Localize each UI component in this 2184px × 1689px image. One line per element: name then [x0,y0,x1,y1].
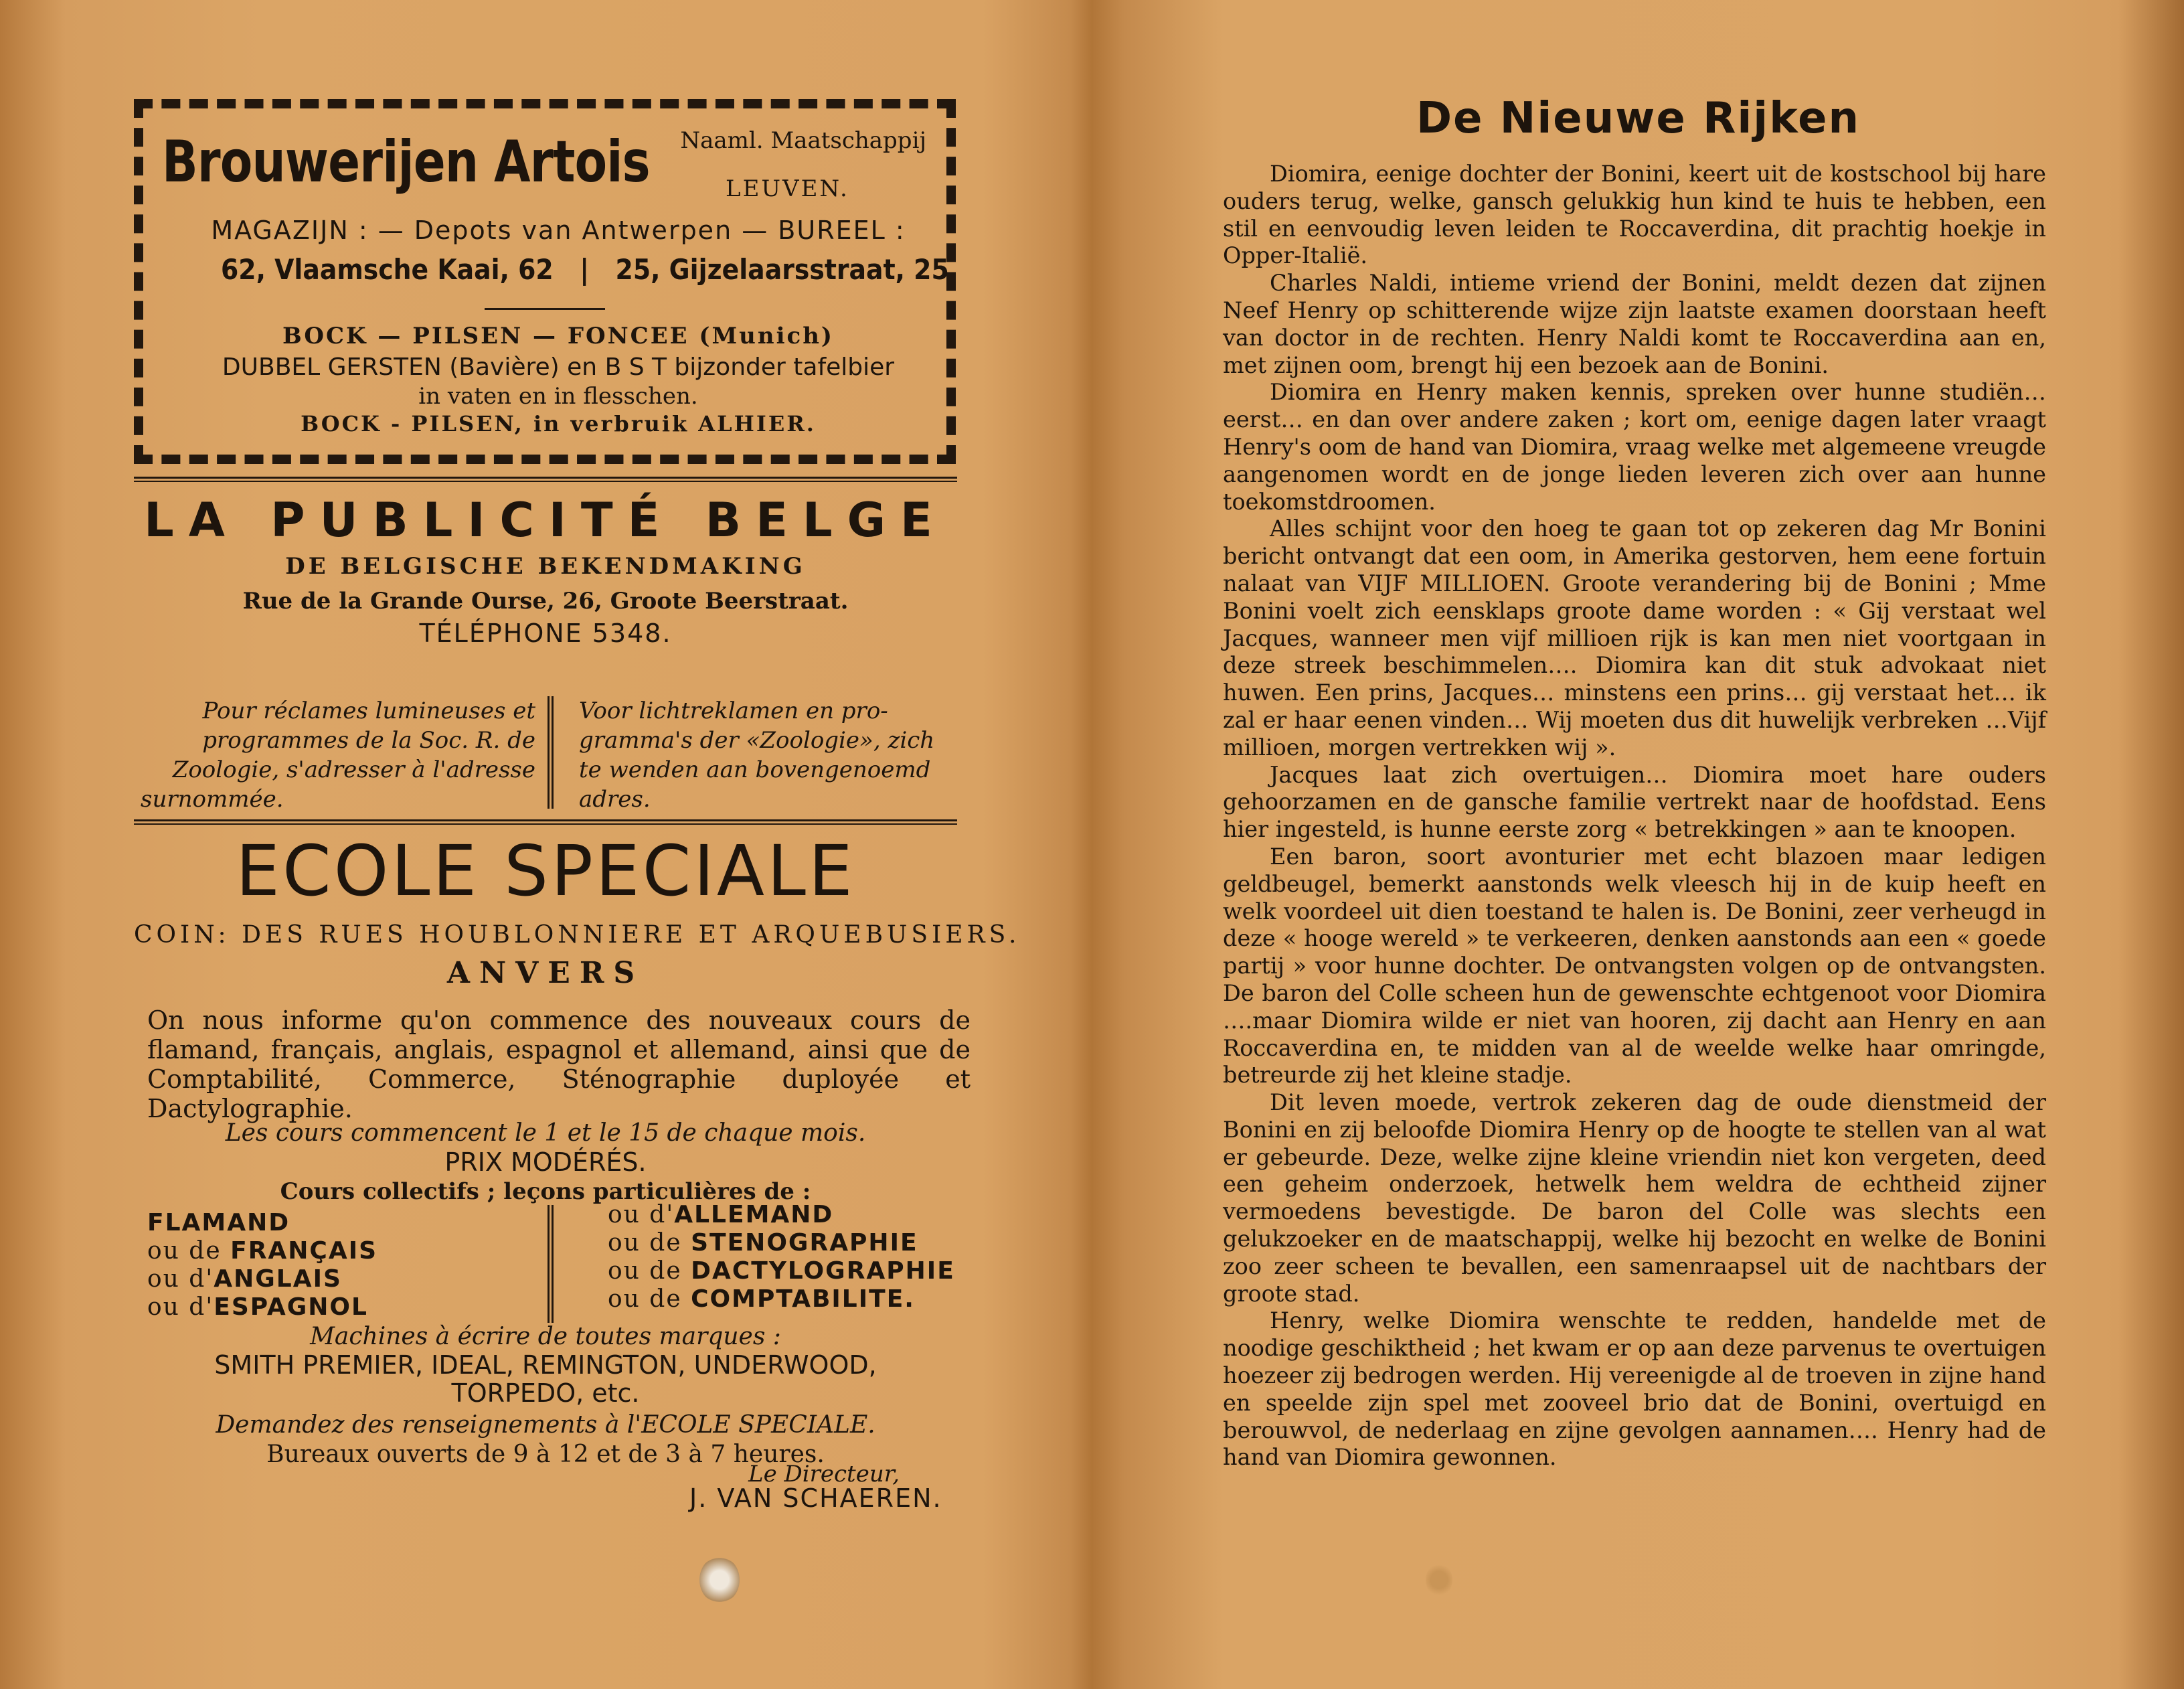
story-paragraph: Alles schijnt voor den hoeg te gaan tot op zekeren dag Mr Bonini bericht ontvangt dat een oom, in Amerika gestorven, hem eene fortuin nalaat van VIJF MILLIOEN. Groote verandering bij de Bonini ; Mme Bonini voelt zich eensklaps groote dame worden : « Gij verstaat wel Jacques, wanneer men vijf millioen rijk is kan men niet voortgaan in deze streek beschimmelen…. Diomira kan dit stuk advokaat niet huwen. Een prins, Jacques… minstens een prins… gij verstaat het… ik zal er haar eenen vinden… Wij moeten dus dit huwelijk verbreken …Vijf millioen, morgen vertrekken wij ». [1223,515,2046,760]
language-name: DACTYLOGRAPHIE [691,1257,955,1285]
language-prefix: ou de [147,1237,231,1265]
language-item [608,1285,955,1313]
language-name: ALLEMAND [674,1201,834,1228]
publicite-nl-line: gramma's der «Zoologie», zich [579,727,935,754]
story-paragraph: Jacques laat zich overtuigen… Diomira moet hare ouders gehoorzamen en de gansche familie vertrekt naar de hoofdstad. Eens hier ingesteld, is hunne eerste zorg « betrekkingen » aan te knoopen. [1223,761,2046,843]
language-item [608,1229,955,1257]
ecole-machines: Machines à écrire de toutes marques : [310,1323,781,1350]
artois-dubbel: DUBBEL GERSTEN (Bavière) en B S T bijzonder tafelbier [222,353,895,381]
publicite-french-column [141,696,535,814]
divider-rule-2 [134,819,957,825]
story-paragraph: Diomira en Henry maken kennis, spreken over hunne studiën… eerst… en dan over andere zaken ; kort om, eenige dagen later vraagt Henry's oom de hand van Diomira, vraag welke met algemeene vreugde aangenomen wordt en de jonge lieden leveren zich over aan hunne toekomstdroomen. [1223,379,2046,515]
language-prefix: ou d' [608,1201,675,1228]
publicite-subtitle: DE BELGISCHE BEKENDMAKING [285,553,806,580]
publicite-telephone: TÉLÉPHONE 5348. [419,619,672,648]
publicite-nl-line: Voor lichtreklamen en pro- [579,698,888,724]
language-item [147,1209,377,1237]
story-text [1223,161,2046,1471]
publicite-fr-line: programmes de la Soc. R. de [202,727,535,754]
artois-vaten: in vaten en in flesschen. [418,383,698,410]
ecole-body: On nous informe qu'on commence des nouveaux cours de flamand, français, anglais, espagnol et allemand, ainsi que de Comptabilité, Commerce, Sténographie duployée et Dactylographie. [147,1006,971,1123]
ecole-office-hours: Bureaux ouverts de 9 à 12 et de 3 à 7 heures. [266,1441,825,1468]
artois-magazijn: MAGAZIJN : — Depots van Antwerpen — BUREEL : [211,216,906,245]
artois-addresses [221,253,949,286]
language-name: FLAMAND [147,1209,290,1236]
language-prefix: ou d' [147,1265,214,1293]
publicite-fr-line: surnommée. [141,786,284,813]
story-paragraph: Charles Naldi, intieme vriend der Bonini, meldt dezen dat zijnen Neef Henry op schitterende wijze zijn laatste examen doorstaan heeft van doctor in de rechten. Henry Naldi komt te Roccaverdina aan en, met zijnen oom, brengt hij een bezoek aan de Bonini. [1223,270,2046,378]
left-page [0,0,1091,1689]
publicite-nl-line: te wenden aan bovengenoemd [579,756,931,783]
language-item [147,1293,377,1321]
artois-beers: BOCK — PILSEN — FONCEE (Munich) [282,323,835,349]
artois-company-type: Naaml. Maatschappij [680,127,926,154]
ecole-collective-courses: Cours collectifs ; leçons particulières de : [280,1178,811,1205]
divider-rule-1 [134,477,957,482]
language-name: ANGLAIS [214,1265,342,1293]
story-paragraph: Diomira, eenige dochter der Bonini, keert uit de kostschool bij hare ouders terug, welke, gansch gelukkig hun kind te huis te hebben, een stil en eenvoudig leven leiden te Roccaverdina, dit prachtig hoekje in Opper-Italië. [1223,161,2046,269]
language-name: ESPAGNOL [214,1293,368,1321]
language-item [608,1201,955,1229]
language-name: COMPTABILITE. [691,1285,915,1313]
ecole-languages-left [147,1209,377,1321]
artois-divider [485,308,605,310]
publicite-nl-line: adres. [579,786,651,813]
language-prefix: ou de [608,1229,691,1257]
ecole-director-name: J. VAN SCHAEREN. [689,1483,942,1513]
language-item [608,1257,955,1285]
story-paragraph: Een baron, soort avonturier met echt blazoen maar ledigen geldbeugel, bemerkt aanstonds welk vleesch hij in de kuip heeft en welk voordeel uit dien toestand te halen is. De Bonini, zeer verheugd in deze « hooge wereld » te verkeeren, denken aanstonds aan een « goede partij » voor hunne dochter. De ontvangsten volgen op de ontvangsten. De baron del Colle scheen hun de gewenschte echtgenoot voor Diomira ….maar Diomira wilde er niet van hooren, zij dacht aan Henry en aan Roccaverdina en, te midden van al de weelde welke haar omringde, betreurde zij het kleine stadje. [1223,843,2046,1089]
ecole-information: Demandez des renseignements à l'ECOLE SPECIALE. [216,1411,875,1439]
publicite-fr-line: Pour réclames lumineuses et [202,698,535,724]
ecole-city: ANVERS [446,956,645,990]
binding-mark [1426,1563,1452,1597]
ecole-brands-line: TORPEDO, etc. [451,1378,640,1408]
right-page [1092,0,2184,1689]
language-name: STENOGRAPHIE [691,1229,918,1257]
publicite-address: Rue de la Grande Ourse, 26, Groote Beerstraat. [242,588,849,615]
ecole-brands-line: SMITH PREMIER, IDEAL, REMINGTON, UNDERWOOD, [214,1350,877,1380]
ecole-languages-right [608,1201,955,1313]
language-item [147,1237,377,1265]
artois-title: Brouwerijen Artois [162,129,650,195]
ecole-corner: COIN: DES RUES HOUBLONNIERE ET ARQUEBUSIERS. [134,921,1021,949]
story-paragraph: Henry, welke Diomira wenschte te redden, handelde met de noodige geschiktheid ; het kwam er op aan deze parvenus te overtuigen hoezeer zij bedrogen werden. Hij vereenigde al de troeven in zijne hand en speelde zijn spel met zooveel brio dat de Bonini, overtuigd en berouwvol, de nederlaag en zijne gevolgen aannamen…. Henry had de hand van Diomira gewonnen. [1223,1307,2046,1471]
language-name: FRANÇAIS [230,1237,378,1265]
publicite-dutch-column [579,696,981,814]
artois-advertisement [134,99,956,464]
language-prefix: ou de [608,1257,691,1285]
ecole-course-dates: Les cours commencent le 1 et le 15 de chaque mois. [225,1119,866,1147]
ecole-title: ECOLE SPECIALE [236,830,855,912]
publicite-title: LA PUBLICITÉ BELGE [144,493,947,548]
story-title: De Nieuwe Rijken [1416,94,1861,143]
artois-address-separator: | [580,253,590,286]
publicite-column-divider [548,696,554,809]
ecole-column-divider [548,1205,554,1323]
publicite-fr-line: Zoologie, s'adresser à l'adresse [172,756,535,783]
ecole-prices: PRIX MODÉRÉS. [444,1147,647,1177]
language-item [147,1265,377,1293]
ecole-director-label: Le Directeur, [748,1461,900,1487]
language-prefix: ou de [608,1285,691,1313]
artois-city: LEUVEN. [726,175,849,202]
story-paragraph: Dit leven moede, vertrok zekeren dag de oude dienstmeid der Bonini en zij beloofde Diomira Henry op de hoogte te stellen van al wat er gebeurde. Deze, welke zijne kleine vriendin niet kon vergeten, deed een geheim onderzoek, hetwelk hem weldra de echtheid zijner vermoedens bevestigde. De baron del Colle was slechts een gelukzoeker en de maatschappij, welke hij bezocht en welke de Bonini zoo zeer scheen te bevallen, een samenraapsel uit de nachtbars der groote stad. [1223,1089,2046,1307]
artois-address-left: 62, Vlaamsche Kaai, 62 [221,253,554,286]
artois-address-right: 25, Gijzelaarsstraat, 25 [615,253,949,286]
ecole-brands [134,1351,957,1407]
binding-hole [699,1556,740,1603]
language-prefix: ou d' [147,1293,214,1321]
artois-verbruik: BOCK - PILSEN, in verbruik ALHIER. [301,411,816,436]
